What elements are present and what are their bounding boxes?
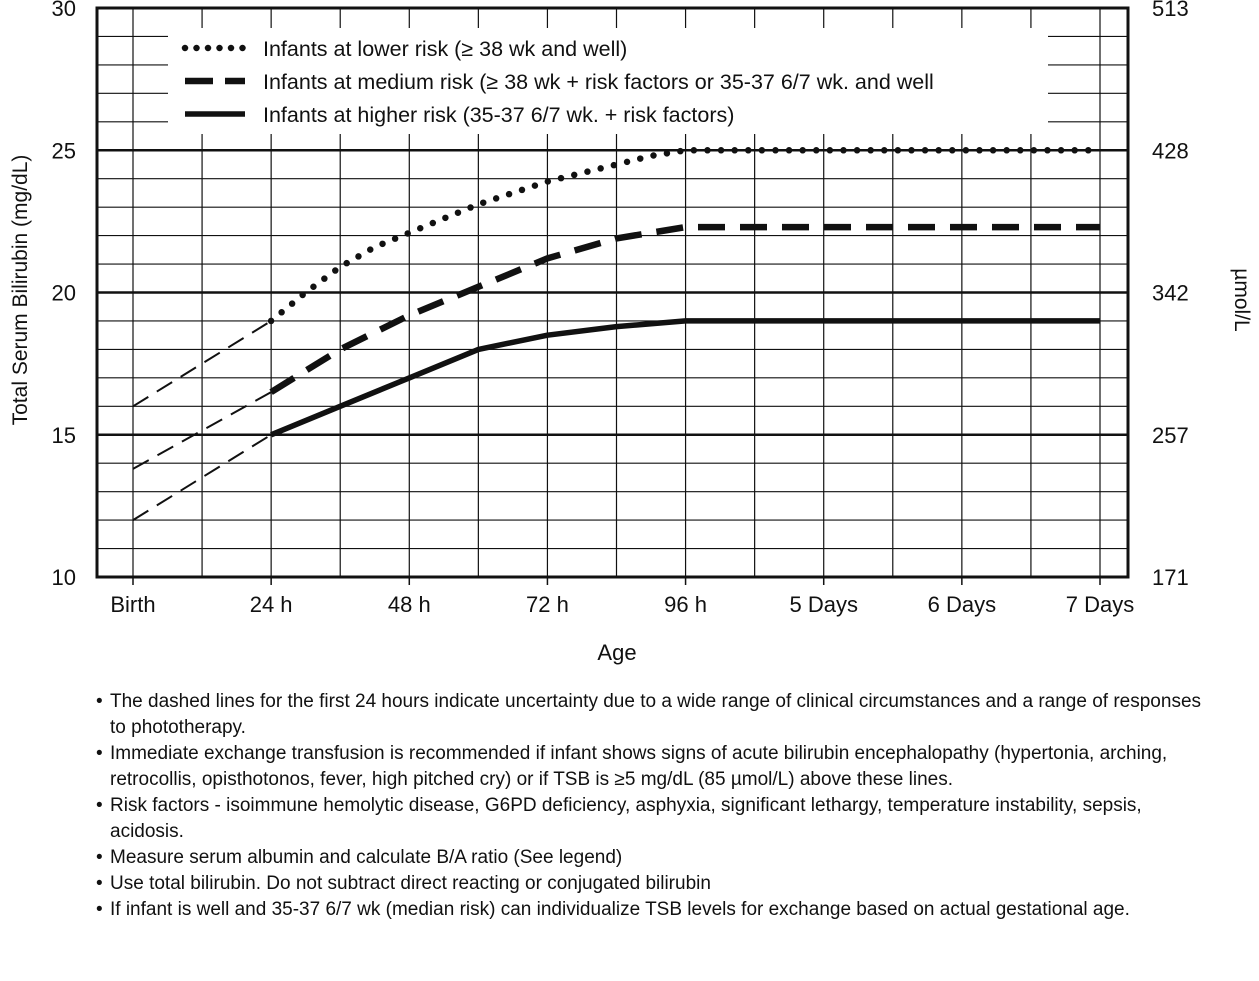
footnote-item: • If infant is well and 35-37 6/7 wk (median risk) can individualize TSB levels for exchange based on actual gestational age. [96,897,1216,923]
legend-label: Infants at higher risk (35-37 6/7 wk. + risk factors) [263,103,735,127]
x-tick-label: 6 Days [927,592,997,617]
y-axis-title: Total Serum Bilirubin (mg/dL) [9,154,32,426]
y-tick-label: 10 [51,565,76,590]
x-tick-label: 72 h [526,592,569,617]
y2-tick-label: 513 [1152,0,1189,21]
x-tick-label: 7 Days [1065,592,1135,617]
footnote-item: • Risk factors - isoimmune hemolytic disease, G6PD deficiency, asphyxia, significant lethargy, temperature instability, sepsis, acidosis. [96,793,1216,845]
x-tick-label: Birth [110,592,156,617]
y-tick-label: 15 [51,422,76,448]
x-tick-label: 5 Days [789,592,858,617]
x-axis-title: Age [597,640,637,665]
y2-axis-title: µmol/L [1230,268,1253,332]
footnote-item: • Use total bilirubin. Do not subtract direct reacting or conjugated bilirubin [96,871,1216,897]
legend-label: Infants at lower risk (≥ 38 wk and well) [263,37,628,61]
chart-legend [168,28,1048,134]
x-tick-label: 24 h [249,592,293,617]
y2-tick-label: 342 [1152,280,1189,306]
y2-tick-label: 257 [1152,422,1189,448]
x-tick-label: 96 h [664,592,707,617]
footnote-item: • Immediate exchange transfusion is recommended if infant shows signs of acute bilirubin encephalopathy (hypertonia, arching, retrocollis, opisthotonos, fever, high pitched cry) or if TSB is ≥5 mg/dL (85 µmol/L) above these lines. [96,741,1216,793]
x-tick-label: 48 h [387,592,431,617]
footnote-list [96,689,1216,923]
y2-tick-label: 428 [1152,138,1189,164]
footnote-item: • The dashed lines for the first 24 hours indicate uncertainty due to a wide range of clinical circumstances and a range of responses to phototherapy. [96,689,1216,741]
legend-label: Infants at medium risk (≥ 38 wk + risk factors or 35-37 6/7 wk. and well [263,70,934,94]
y2-tick-label: 171 [1152,565,1189,590]
y-tick-label: 25 [51,138,76,164]
y-tick-label: 30 [51,0,76,21]
y-tick-label: 20 [51,280,76,306]
footnote-item: • Measure serum albumin and calculate B/A ratio (See legend) [96,845,1216,871]
